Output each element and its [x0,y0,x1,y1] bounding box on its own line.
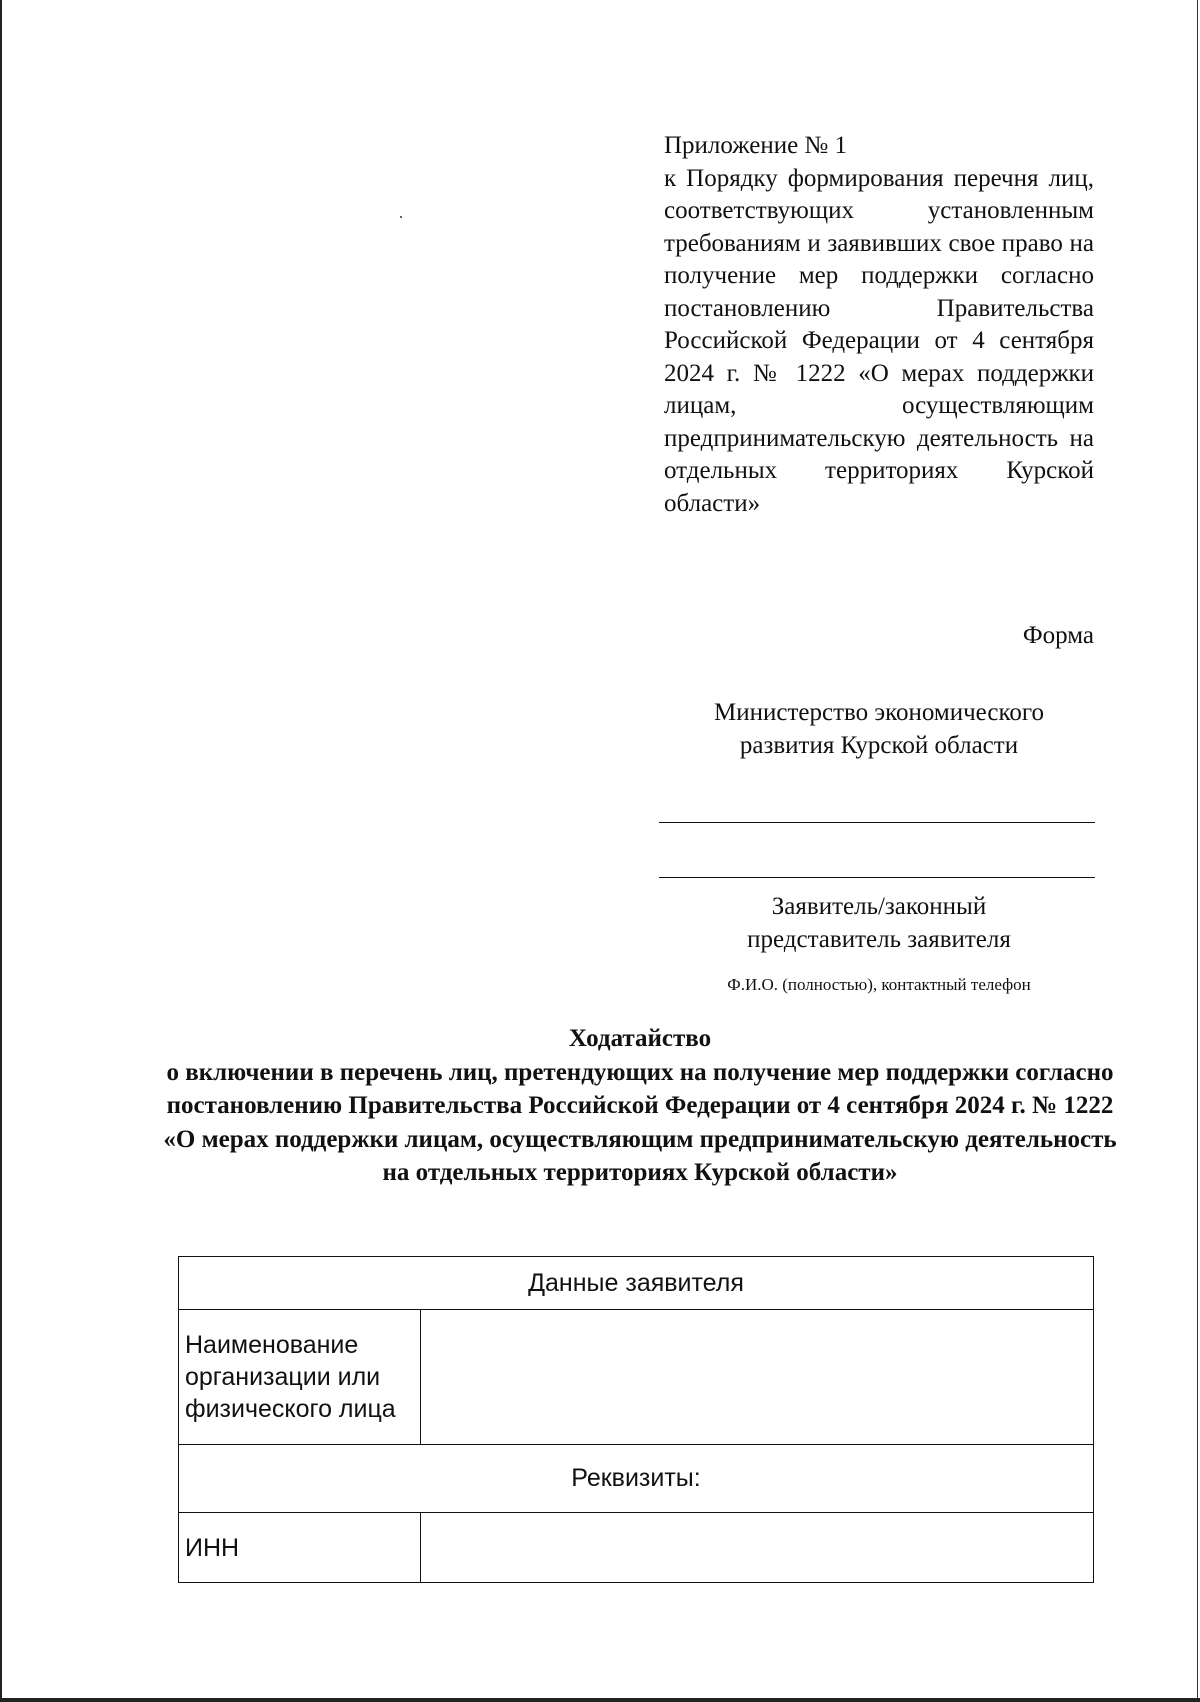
ministry-line-2: развития Курской области [739,732,1019,759]
petition-subtitle: о включении в перечень лиц, претендующих на получение мер поддержки согласно постановлению Правительства Российской Федерации от 4 сентября 2024 г. № 1222 «О мерах поддержки лицам, осуществляющим предпринимательскую деятельность на отдельных территориях Курской области» [163,1058,1117,1186]
section-applicant-data: Данные заявителя [179,1257,1094,1310]
appendix-title: Приложение № 1 [664,132,848,159]
name-label: Наименование организации или физического лица [179,1310,421,1445]
section-requisites: Реквизиты: [179,1445,1094,1513]
petition-title-block [160,1022,1120,1190]
appendix-text: к Порядку формирования перечня лиц, соответствующих установленным требованиям и заявивших свое право на получение мер поддержки согласно постановлению Правительства Российской Федерации от 4 сентября 2024 г. № 1222 «О мерах поддержки лицам, осуществляющим предпринимательскую деятельность на отдельных территориях Курской области» [664,164,1094,517]
ministry-line-1: Министерство экономического [714,699,1044,726]
table-row [179,1513,1094,1583]
blank-line-1 [659,822,1095,823]
scan-edge-left [0,0,2,1702]
form-label: Форма [1022,622,1094,649]
table-row [179,1310,1094,1445]
ministry-addressee [664,696,1094,762]
scan-edge-right [1197,0,1198,1702]
applicant-block [664,890,1094,956]
inn-value-field[interactable] [421,1513,1094,1583]
petition-heading: Ходатайство [568,1025,712,1052]
scan-edge-bottom [0,1698,1200,1702]
applicant-data-table [178,1256,1094,1583]
blank-line-2 [659,877,1095,878]
inn-label: ИНН [179,1513,421,1583]
table-row [179,1257,1094,1310]
appendix-block [664,130,1094,520]
applicant-line-2: представитель заявителя [747,926,1011,953]
applicant-line-1: Заявитель/законный [771,893,987,920]
scan-speck [400,216,402,218]
applicant-note: Ф.И.О. (полностью), контактный телефон [727,975,1031,994]
name-value-field[interactable] [421,1310,1094,1445]
table-row [179,1445,1094,1513]
